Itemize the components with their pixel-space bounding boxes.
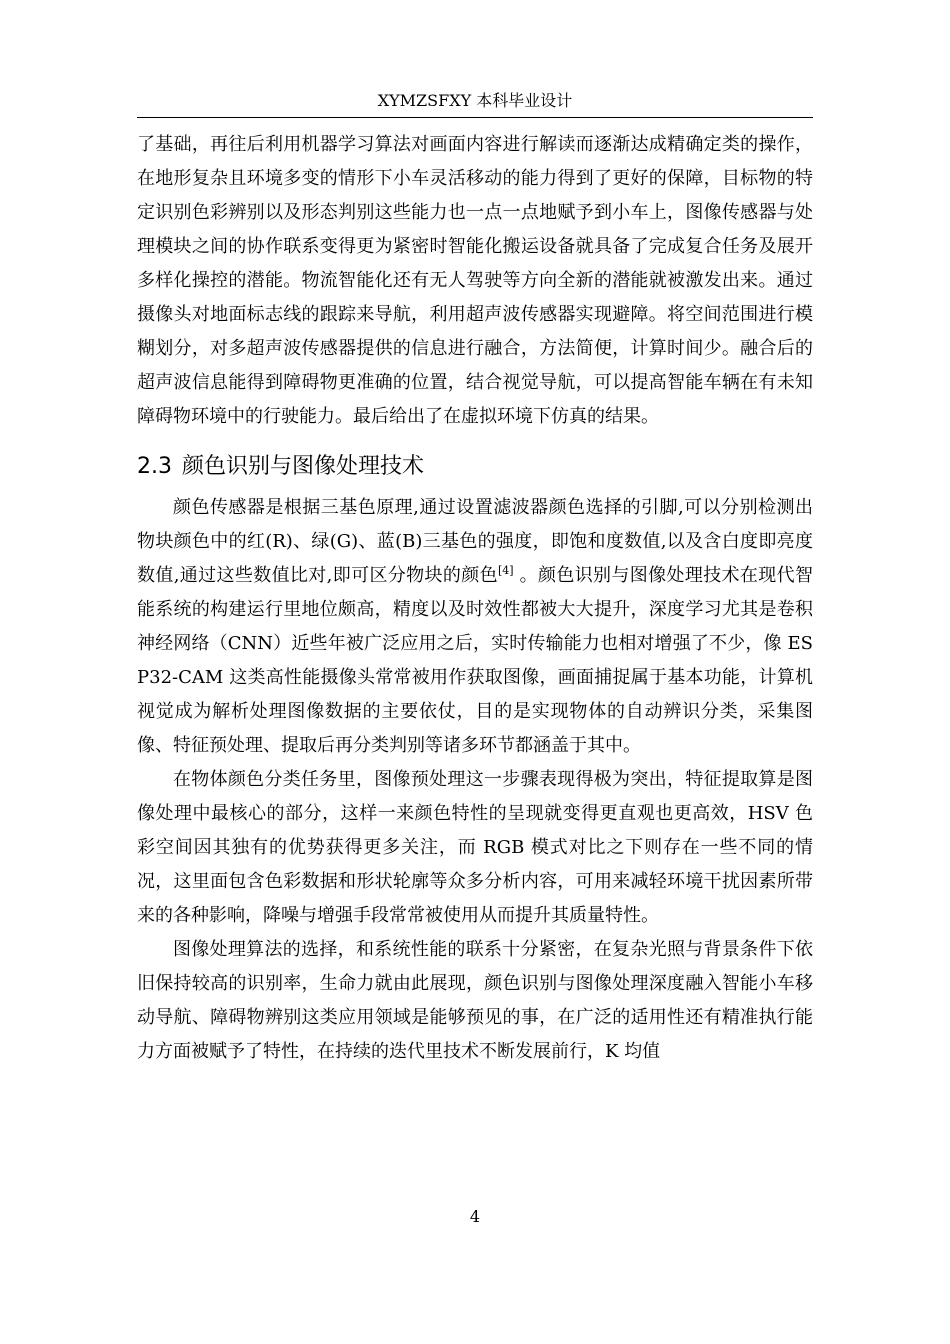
citation-ref[interactable]: [4] [497, 564, 514, 577]
page-number: 4 [469, 1207, 481, 1226]
body-text [137, 128, 813, 1069]
section-number: 2.3 [137, 454, 172, 479]
paragraph-color-sensor [137, 491, 813, 763]
header-rule [137, 117, 813, 118]
paragraph-algorithm: 图像处理算法的选择，和系统性能的联系十分紧密，在复杂光照与背景条件下依旧保持较高的识别率，生命力就由此展现，颜色识别与图像处理深度融入智能小车移动导航、障碍物辨别这类应用领域是能够预见的事，在广泛的适用性还有精准执行能力方面被赋予了特性，在持续的迭代里技术不断发展前行，K 均值 [137, 939, 813, 1062]
paragraph-text: 颜色传感器是根据三基色原理,通过设置滤波器颜色选择的引脚,可以分别检测出物块颜色中的红(R)、绿(G)、蓝(B)三基色的强度，即饱和度数值,以及含白度即亮度数值,通过这些数值比对,即可区分物块的颜色 [137, 497, 813, 586]
paragraph-preprocessing: 在物体颜色分类任务里，图像预处理这一步骤表现得极为突出，特征提取算是图像处理中最核心的部分，这样一来颜色特性的呈现就变得更直观也更高效，HSV 色彩空间因其独有的优势获得更多关注，而 RGB 模式对比之下则存在一些不同的情况，这里面包含色彩数据和形状轮廓等众多分析内容，可用来减轻环境干扰因素所带来的各种影响，降噪与增强手段常常被使用从而提升其质量特性。 [137, 769, 813, 926]
paragraph-text: 。颜色识别与图像处理技术在现代智能系统的构建运行里地位颇高，精度以及时效性都被大大提升，深度学习尤其是卷积神经网络（CNN）近些年被广泛应用之后，实时传输能力也相对增强了不少，像 ESP32-CAM 这类高性能摄像头常常被用作获取图像，画面捕捉属于基本功能，计算机视觉成为解析处理图像数据的主要依仗，目的是实现物体的自动辨识分类，采集图像、特征预处理、提取后再分类判别等诸多环节都涵盖于其中。 [137, 565, 813, 756]
section-title: 颜色识别与图像处理技术 [182, 454, 425, 479]
running-header: XYMZSFXY 本科毕业设计 [377, 91, 573, 110]
section-heading [137, 451, 813, 483]
paragraph-continued: 了基础，再往后利用机器学习算法对画面内容进行解读而逐渐达成精确定类的操作，在地形复杂且环境多变的情形下小车灵活移动的能力得到了更好的保障，目标物的特定识别色彩辨别以及形态判别这些能力也一点一点地赋予到小车上，图像传感器与处理模块之间的协作联系变得更为紧密时智能化搬运设备就具备了完成复合任务及展开多样化操控的潜能。物流智能化还有无人驾驶等方向全新的潜能就被激发出来。通过摄像头对地面标志线的跟踪来导航，利用超声波传感器实现避障。将空间范围进行模糊划分，对多超声波传感器提供的信息进行融合，方法简便，计算时间少。融合后的超声波信息能得到障碍物更准确的位置，结合视觉导航，可以提高智能车辆在有未知障碍物环境中的行驶能力。最后给出了在虚拟环境下仿真的结果。 [137, 134, 813, 427]
